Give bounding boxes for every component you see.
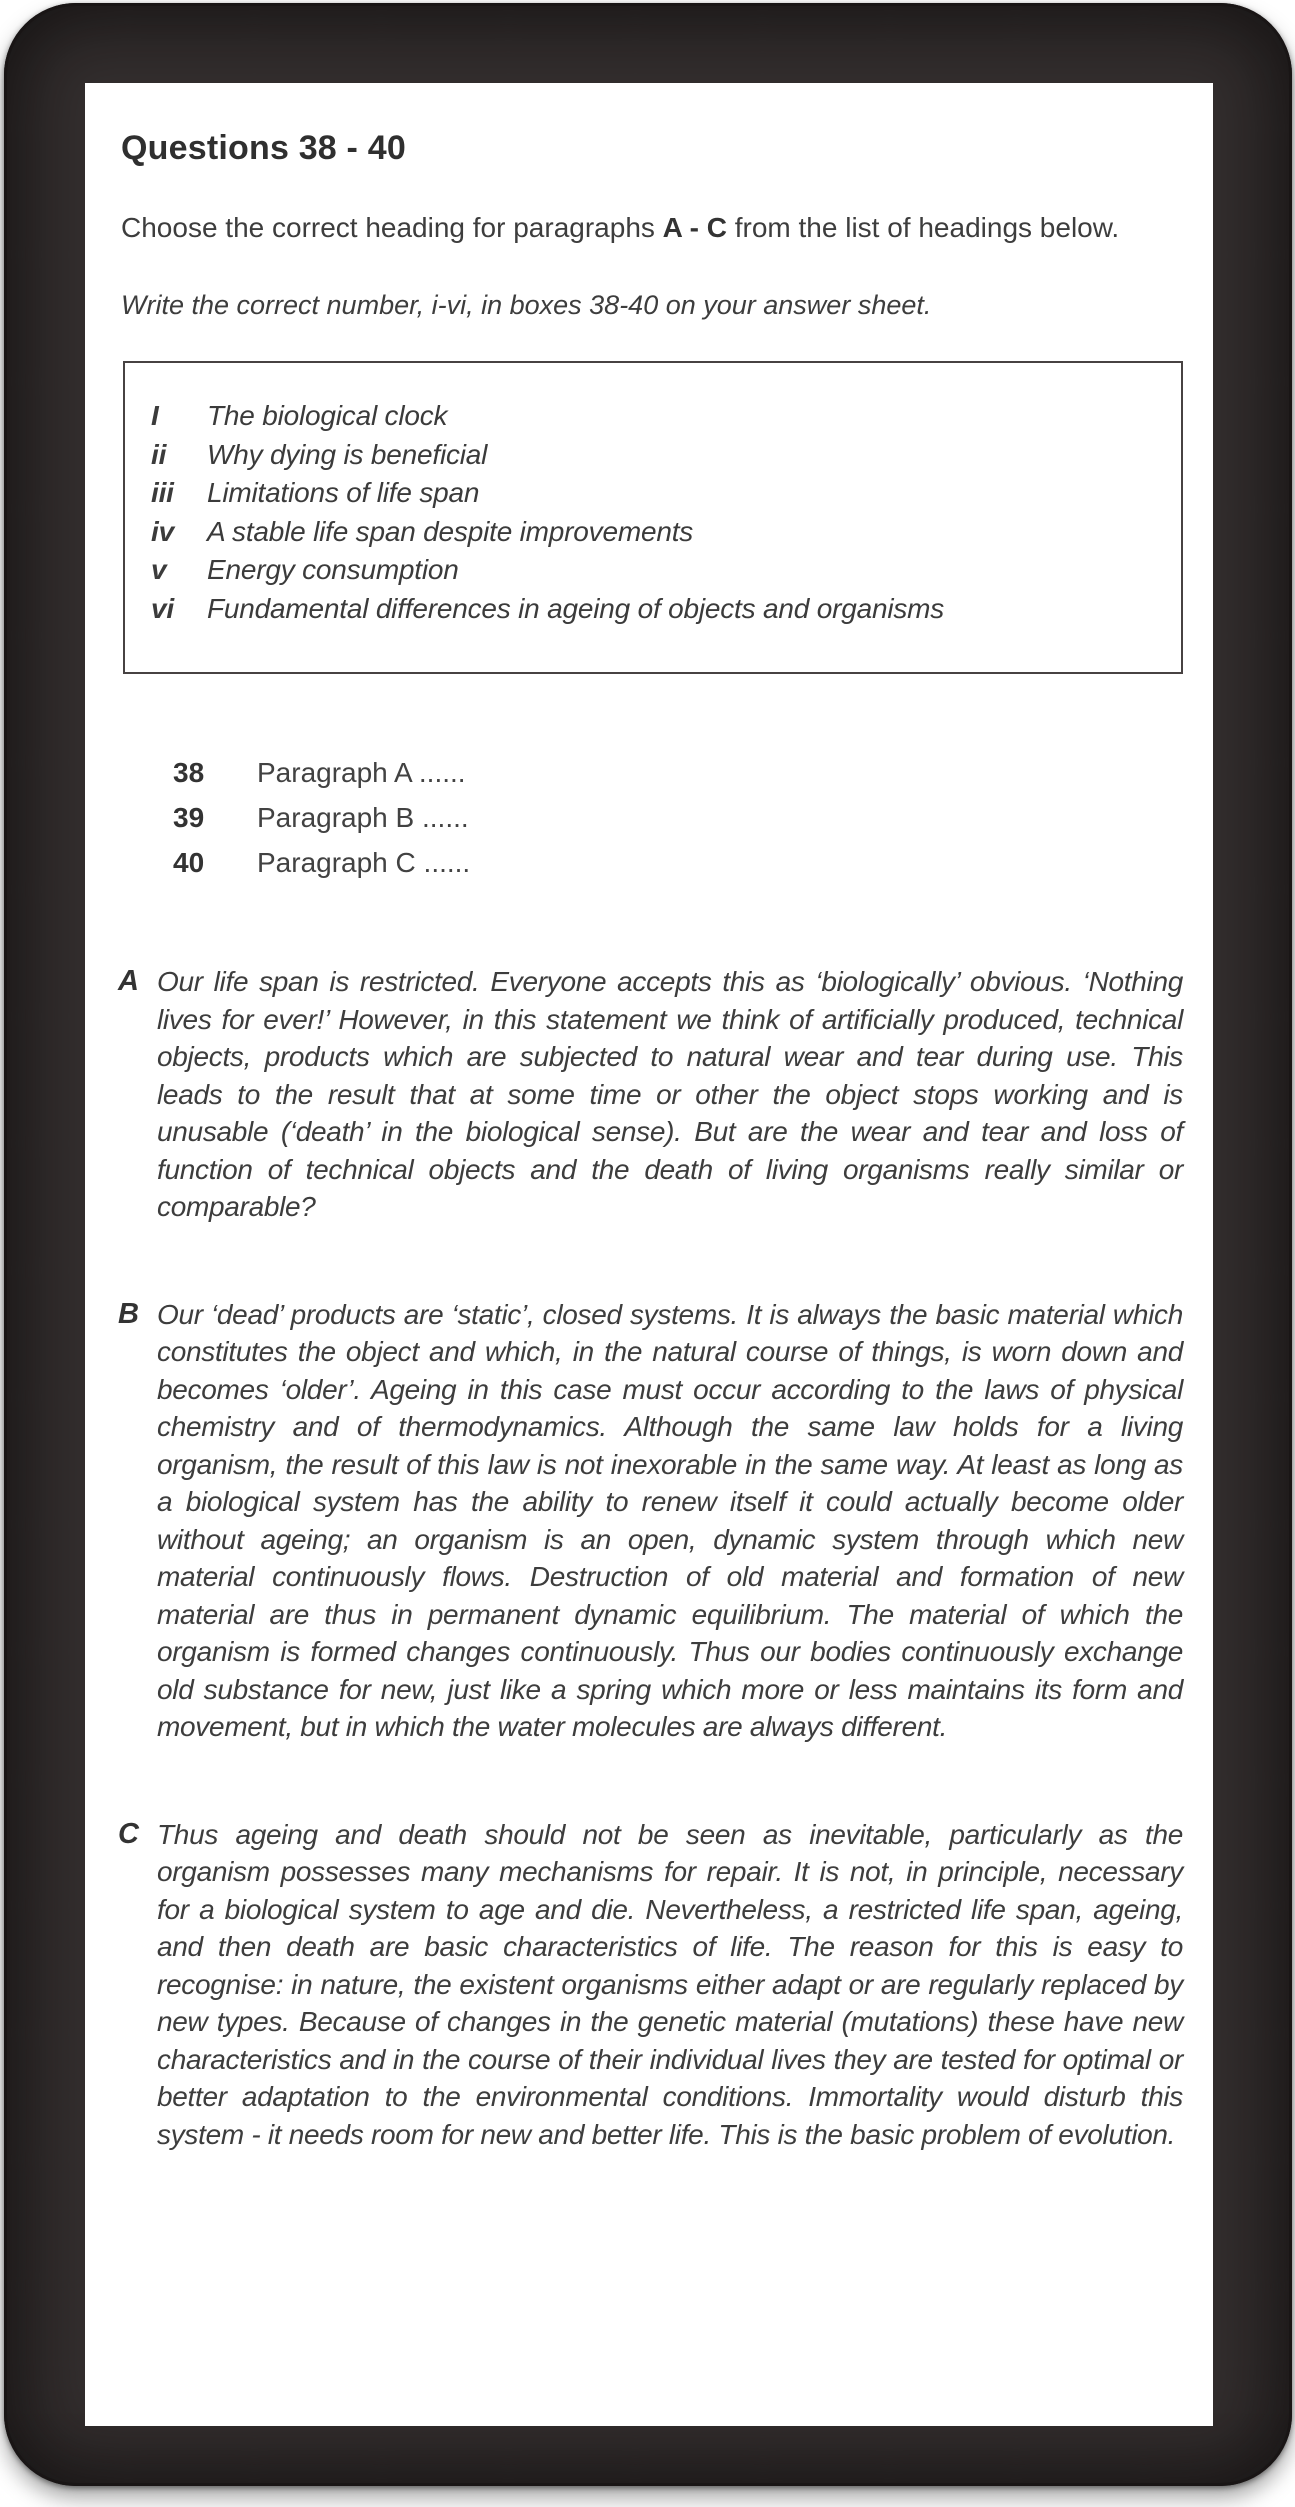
- heading-label: A stable life span despite improvements: [207, 515, 694, 547]
- paragraph-a: [118, 963, 1183, 1226]
- paragraph-letter: A: [118, 965, 139, 997]
- heading-label: Why dying is beneficial: [207, 438, 488, 470]
- question-number: 40: [173, 847, 205, 878]
- instruction-post: from the list of headings below.: [726, 212, 1120, 243]
- instruction-range: A - C: [662, 212, 727, 243]
- heading-numeral: ii: [151, 438, 167, 470]
- paragraph-text: Our life span is restricted. Everyone accepts this as ‘biologically’ obvious. ‘Nothing lives for ever!’ However, in this statement we think of artificially produced, technical objects, products which are subjected to natural wear and tear during use. This leads to the result that at some time or other the object stops working and is unusable (‘death’ in the biological sense). But are the wear and tear and loss of function of technical objects and the death of living organisms really similar or comparable?: [157, 966, 1183, 1222]
- paragraph-text: Thus ageing and death should not be seen as inevitable, particularly as the organism possesses many mechanisms for repair. It is not, in principle, necessary for a biological system to age and die. Nevertheless, a restricted life span, ageing, and then death are basic characteristics of life. The reason for this is easy to recognise: in nature, the existent organisms either adapt or are regularly replaced by new types. Because of changes in the genetic material (mutations) these have new characteristics and in the course of their individual lives they are tested for optimal or better adaptation to the environmental conditions. Immortality would disturb this system - it needs room for new and better life. This is the basic problem of evolution.: [157, 1818, 1183, 2150]
- question-row-40: [173, 840, 1183, 885]
- paragraph-letter: B: [118, 1297, 139, 1330]
- heading-label: Energy consumption: [207, 554, 459, 585]
- page-title: Questions 38 - 40: [121, 129, 406, 167]
- heading-numeral: iv: [151, 515, 174, 547]
- headings-box: [123, 361, 1183, 674]
- heading-item-v: [151, 551, 1163, 590]
- heading-item-iv: [151, 513, 1163, 552]
- question-label: Paragraph B ......: [257, 802, 469, 833]
- instruction-text: [121, 208, 1183, 248]
- question-number: 38: [173, 757, 205, 788]
- question-label: Paragraph A ......: [257, 757, 466, 788]
- heading-item-ii: [151, 436, 1163, 475]
- paragraph-text: Our ‘dead’ products are ‘static’, closed systems. It is always the basic material which constitutes the object and which, in the natural course of things, is worn down and becomes ‘older’. Ageing in this case must occur according to the laws of physical chemistry and of thermodynamics. Although the same law holds for a living organism, the result of this law is not inexorable in the same way. At least as long as a biological system has the ability to renew itself it could actually become older without ageing; an organism is an open, dynamic system through which new material continuously flows. Destruction of old material and formation of new material are thus in permanent dynamic equilibrium. The material of which the organism is formed changes continuously. Thus our bodies continuously exchange old substance for new, just like a spring which more or less maintains its form and movement, but in which the water molecules are always different.: [157, 1298, 1183, 1742]
- heading-numeral: I: [151, 400, 159, 431]
- heading-label: Fundamental differences in ageing of objects and organisms: [207, 592, 945, 624]
- heading-item-i: [151, 397, 1163, 436]
- reading-passage: [118, 963, 1183, 2153]
- heading-numeral: iii: [151, 477, 174, 508]
- question-row-38: [173, 750, 1183, 795]
- worksheet-page: [85, 83, 1213, 2426]
- heading-label: The biological clock: [207, 400, 448, 431]
- question-number: 39: [173, 802, 205, 833]
- heading-numeral: vi: [151, 592, 174, 624]
- instruction-note: Write the correct number, i-vi, in boxes 38-40 on your answer sheet.: [121, 290, 932, 320]
- heading-numeral: v: [151, 554, 167, 585]
- question-label: Paragraph C ......: [257, 847, 471, 878]
- paragraph-b: [118, 1296, 1183, 1746]
- heading-label: Limitations of life span: [207, 477, 480, 508]
- heading-item-vi: [151, 590, 1163, 629]
- paragraph-letter: C: [118, 1817, 139, 1850]
- question-row-39: [173, 795, 1183, 840]
- instruction-pre: Choose the correct heading for paragraphs: [121, 212, 663, 243]
- paragraph-c: [118, 1816, 1183, 2154]
- device-frame: [4, 3, 1292, 2486]
- questions-list: [173, 750, 1183, 885]
- heading-item-iii: [151, 474, 1163, 513]
